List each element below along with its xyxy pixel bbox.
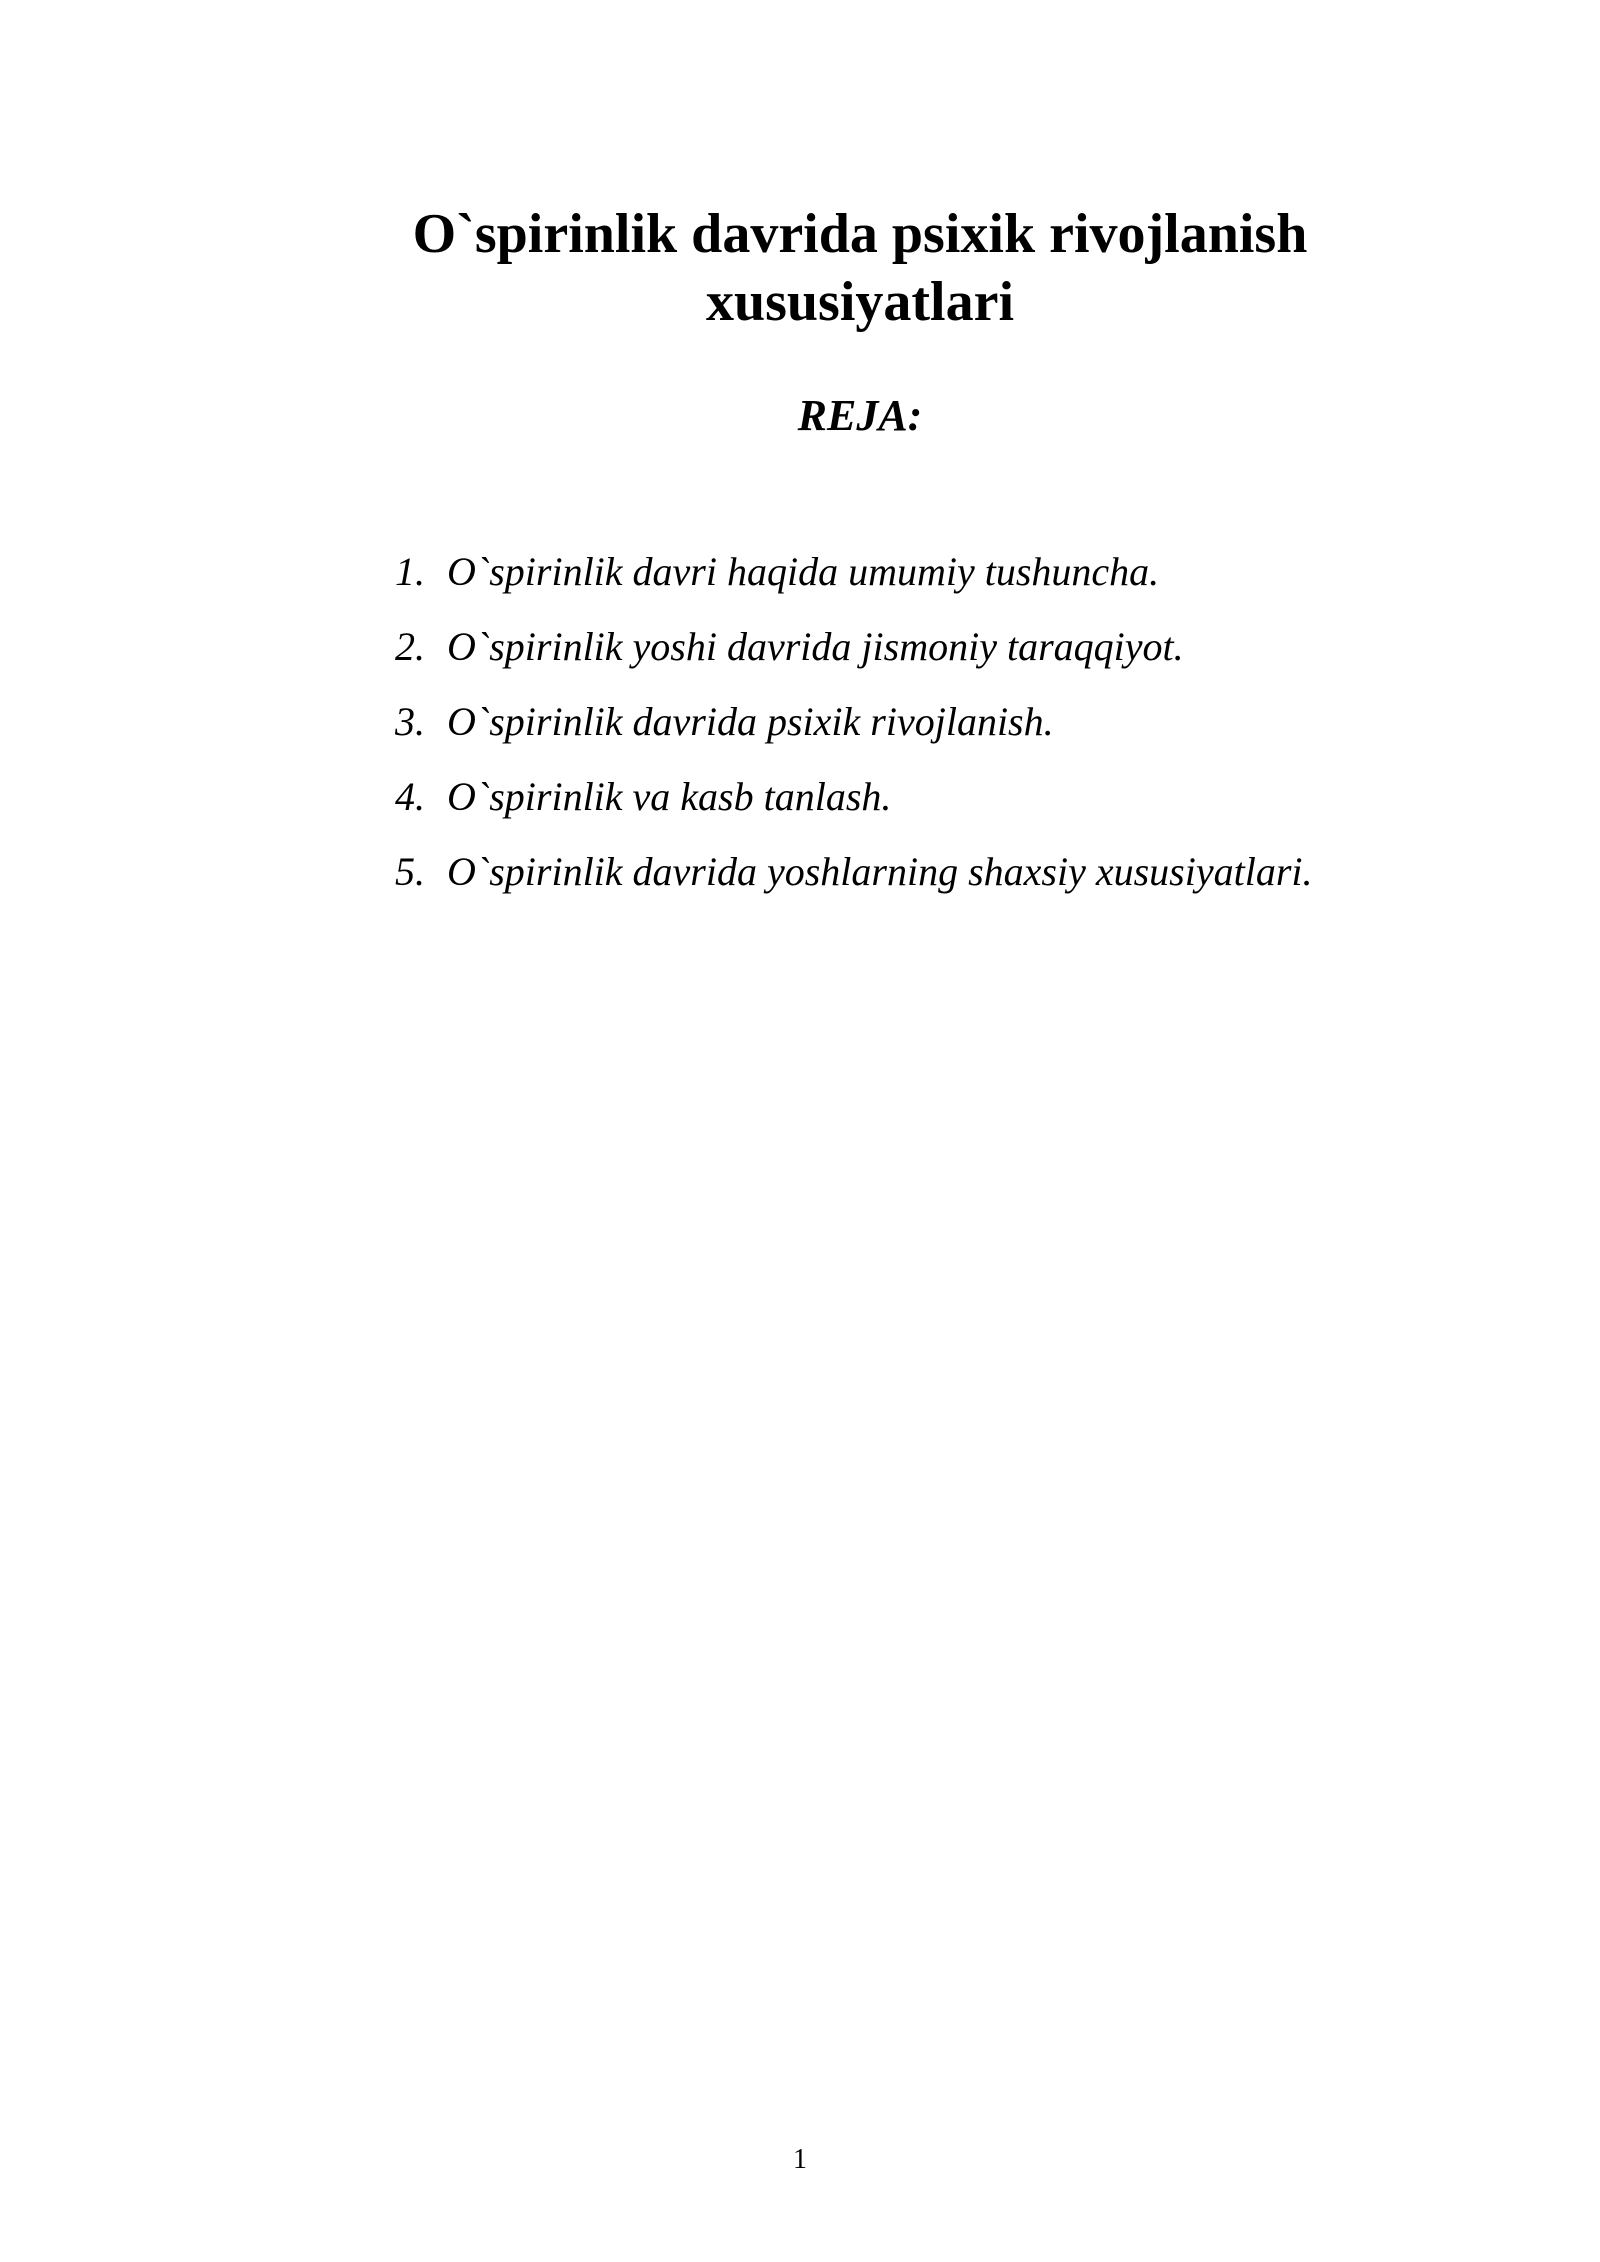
plan-item-4 bbox=[395, 763, 1313, 838]
plan-item-text: O`spirinlik va kasb tanlash. bbox=[447, 774, 892, 819]
document-title bbox=[320, 200, 1400, 336]
plan-item-number: 2. bbox=[395, 624, 425, 669]
plan-item-1 bbox=[395, 538, 1313, 613]
plan-item-text: O`spirinlik davri haqida umumiy tushuncha. bbox=[447, 549, 1160, 594]
title-line-2: xususiyatlari bbox=[705, 271, 1015, 333]
page-number: 1 bbox=[793, 2144, 807, 2175]
plan-item-text: O`spirinlik yoshi davrida jismoniy taraqqiyot. bbox=[447, 624, 1184, 669]
plan-item-3 bbox=[395, 688, 1313, 763]
plan-item-text: O`spirinlik davrida yoshlarning shaxsiy xususiyatlari. bbox=[447, 849, 1313, 894]
plan-item-2 bbox=[395, 613, 1313, 688]
plan-item-number: 3. bbox=[395, 699, 425, 744]
plan-heading: REJA: bbox=[797, 391, 923, 440]
plan-item-number: 1. bbox=[395, 549, 425, 594]
title-line-1: O`spirinlik davrida psixik rivojlanish bbox=[412, 203, 1308, 265]
plan-item-text: O`spirinlik davrida psixik rivojlanish. bbox=[447, 699, 1054, 744]
plan-list bbox=[395, 538, 1313, 913]
plan-item-number: 4. bbox=[395, 774, 425, 819]
plan-item-number: 5. bbox=[395, 849, 425, 894]
plan-item-5 bbox=[395, 838, 1313, 913]
